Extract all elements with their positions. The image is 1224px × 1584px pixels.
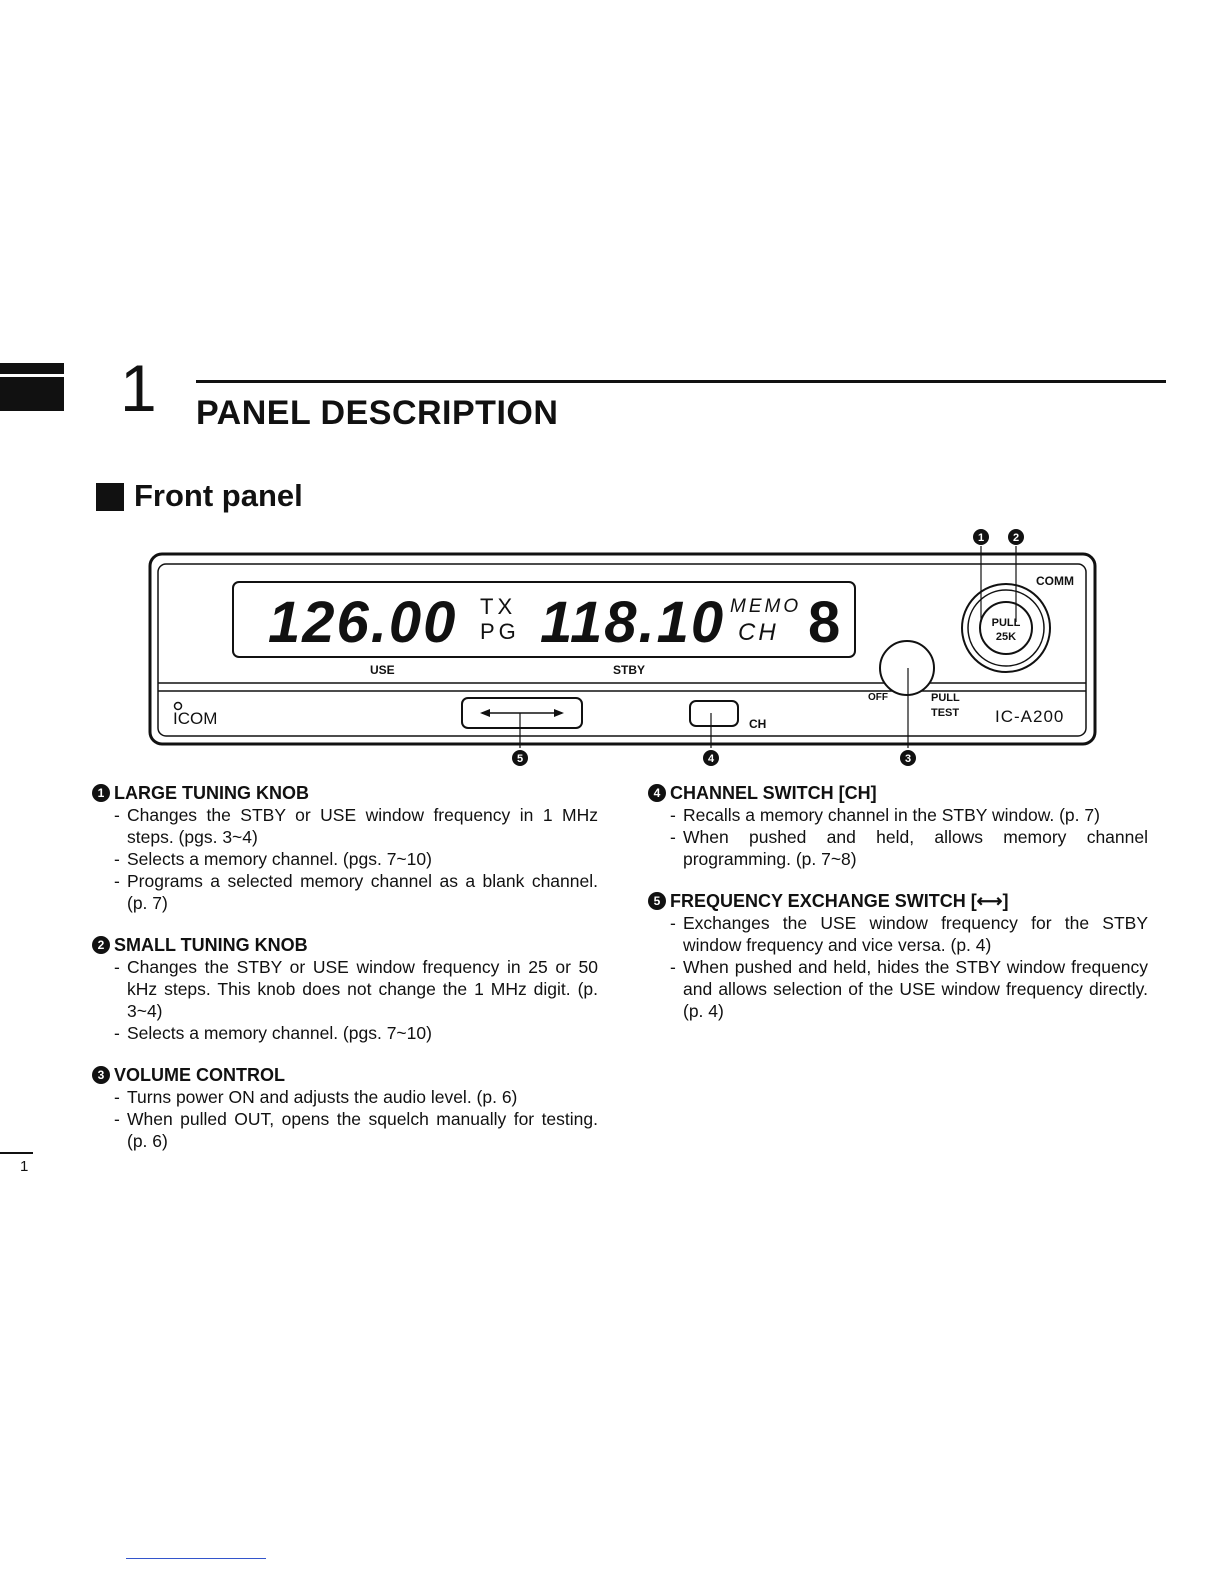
lcd-ch-digit: 8 xyxy=(808,590,841,655)
bullet-text: Turns power ON and adjusts the audio level. (p. 6) xyxy=(127,1087,518,1107)
label-use: USE xyxy=(370,663,395,677)
svg-text:1: 1 xyxy=(977,532,985,544)
chapter-tab-stripe xyxy=(0,374,64,377)
bullet-text: Programs a selected memory channel as a blank channel. (p. 7) xyxy=(127,871,598,913)
chapter-rule xyxy=(196,380,1166,383)
number-badge: 4 xyxy=(648,784,666,802)
bullet-text: Changes the STBY or USE window frequency in 25 or 50 kHz steps. This knob does not change the 1 MHz digit. (p. 3~4) xyxy=(127,957,598,1021)
number-badge: 2 xyxy=(92,936,110,954)
lcd-stby-frequency: 118.10 xyxy=(540,590,726,655)
chapter-title: PANEL DESCRIPTION xyxy=(196,394,559,432)
item-volume-control: 3 VOLUME CONTROL - Turns power ON and adjusts the audio level. (p. 6) - When pulled OUT, opens the squelch manually for testing. (p. 6) xyxy=(92,1064,598,1152)
chapter-tab-marker xyxy=(0,363,64,411)
bullet-text: Exchanges the USE window frequency for the STBY window frequency and vice versa. (p. 4) xyxy=(683,913,1148,955)
bullet-text: When pulled OUT, opens the squelch manually for testing. (p. 6) xyxy=(127,1109,598,1151)
bullet-text: Selects a memory channel. (pgs. 7~10) xyxy=(127,1023,432,1043)
item-frequency-exchange-switch: 5 FREQUENCY EXCHANGE SWITCH [⟷] - Exchanges the USE window frequency for the STBY window frequency and vice versa. (p. 4) - When pushed and held, hides the STBY window frequency and allows selection of the USE window frequency directly. (p. 4) xyxy=(648,890,1148,1022)
svg-text:3: 3 xyxy=(904,753,912,765)
lcd-memo: MEMO xyxy=(730,596,802,617)
number-badge: 5 xyxy=(648,892,666,910)
item-title: LARGE TUNING KNOB xyxy=(114,783,309,803)
label-test: TEST xyxy=(931,707,960,719)
label-stby: STBY xyxy=(613,663,646,677)
svg-text:5: 5 xyxy=(516,753,524,765)
model-name: IC-A200 xyxy=(995,707,1065,726)
bullet-text: When pushed and held, hides the STBY window frequency and allows selection of the USE window frequency directly. (p. 4) xyxy=(683,957,1148,1021)
bullet-text: When pushed and held, allows memory channel programming. (p. 7~8) xyxy=(683,827,1148,869)
item-title: FREQUENCY EXCHANGE SWITCH [⟷] xyxy=(670,891,1009,911)
label-pull-test: PULL xyxy=(931,692,960,704)
page-number: 1 xyxy=(20,1158,29,1175)
bullet-text: Recalls a memory channel in the STBY window. (p. 7) xyxy=(683,805,1100,825)
description-column-right xyxy=(648,782,1148,1042)
label-pull: PULL xyxy=(991,617,1021,629)
page-number-rule xyxy=(0,1152,33,1154)
chapter-number: 1 xyxy=(120,351,157,425)
number-badge: 3 xyxy=(92,1066,110,1084)
label-off: OFF xyxy=(868,692,888,703)
item-small-tuning-knob: 2 SMALL TUNING KNOB - Changes the STBY or USE window frequency in 25 or 50 kHz steps. This knob does not change the 1 MHz digit. (p. 3~4) - Selects a memory channel. (pgs. 7~10) xyxy=(92,934,598,1044)
section-square-icon xyxy=(96,483,124,511)
svg-text:4: 4 xyxy=(707,753,715,765)
front-panel-diagram xyxy=(140,526,1100,771)
callout-5 xyxy=(512,750,528,766)
section-title: Front panel xyxy=(134,478,303,513)
lcd-use-frequency: 126.00 xyxy=(268,590,458,655)
lcd-ch: CH xyxy=(738,619,779,646)
lcd-tx: TX xyxy=(480,594,517,619)
footer-line xyxy=(126,1558,266,1559)
brand-logo: ICOM xyxy=(173,709,218,728)
callout-1 xyxy=(973,529,989,545)
item-title: CHANNEL SWITCH [CH] xyxy=(670,783,877,803)
bullet-text: Changes the STBY or USE window frequency in 1 MHz steps. (pgs. 3~4) xyxy=(127,805,598,847)
item-title: SMALL TUNING KNOB xyxy=(114,935,308,955)
number-badge: 1 xyxy=(92,784,110,802)
svg-text:2: 2 xyxy=(1012,532,1020,544)
item-large-tuning-knob: 1 LARGE TUNING KNOB - Changes the STBY or USE window frequency in 1 MHz steps. (pgs. 3~4) - Selects a memory channel. (pgs. 7~10) - Programs a selected memory channel as a blank channel. (p. 7) xyxy=(92,782,598,914)
callout-3 xyxy=(900,750,916,766)
label-comm: COMM xyxy=(1036,574,1074,588)
label-ch-switch: CH xyxy=(749,717,767,731)
callout-2 xyxy=(1008,529,1024,545)
description-column-left xyxy=(92,782,598,1172)
bullet-text: Selects a memory channel. (pgs. 7~10) xyxy=(127,849,432,869)
item-title: VOLUME CONTROL xyxy=(114,1065,285,1085)
lcd-pg: PG xyxy=(480,619,520,644)
callout-4 xyxy=(703,750,719,766)
label-25k: 25K xyxy=(995,631,1017,643)
channel-switch xyxy=(690,701,738,726)
volume-control-knob xyxy=(880,641,934,695)
item-channel-switch: 4 CHANNEL SWITCH [CH] - Recalls a memory channel in the STBY window. (p. 7) - When pushed and held, allows memory channel programming. (p. 7~8) xyxy=(648,782,1148,870)
